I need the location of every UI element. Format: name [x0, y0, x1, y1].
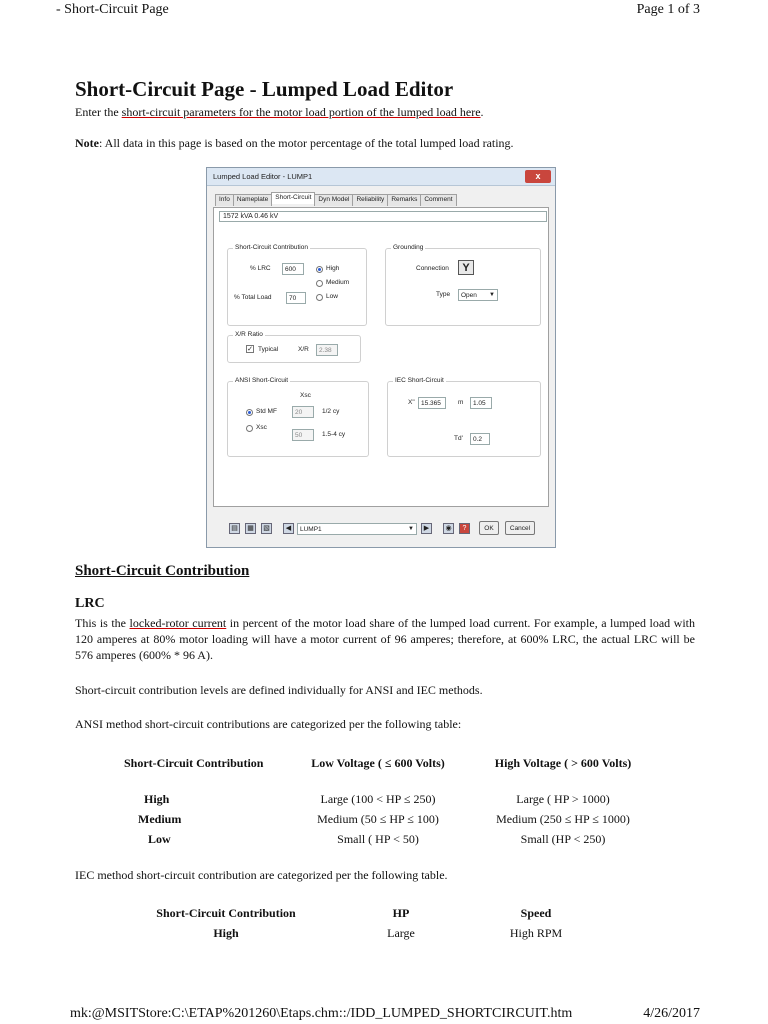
element-select-value: LUMP1 — [300, 526, 322, 533]
ansi-label: ANSI Short-Circuit — [235, 377, 289, 384]
window-title: Lumped Load Editor - LUMP1 — [213, 172, 313, 181]
intro-pre: Enter the — [75, 105, 122, 119]
section-title: Short-Circuit Contribution — [75, 563, 250, 579]
std-mf-radio[interactable] — [246, 409, 253, 416]
std-mf-label: Std MF — [256, 408, 277, 415]
high-radio[interactable] — [316, 266, 323, 273]
window-titlebar — [207, 168, 555, 186]
cancel-button[interactable]: Cancel — [505, 521, 535, 535]
table-row — [118, 792, 658, 812]
page-title: Short-Circuit Page - Lumped Load Editor — [75, 77, 454, 101]
table-cell: Large (100 < HP ≤ 250) — [320, 792, 436, 806]
sc-contribution-group — [227, 244, 367, 326]
element-select[interactable] — [297, 523, 417, 535]
high-label: High — [326, 265, 340, 272]
connection-label: Connection — [416, 265, 449, 272]
xsc-header: Xsc — [300, 392, 311, 399]
intro-paragraph — [75, 104, 695, 120]
ansi-header-high-voltage: High Voltage ( > 600 Volts) — [494, 756, 632, 770]
low-label: Low — [326, 293, 338, 300]
table-row — [118, 832, 658, 852]
lrc-pre: This is the — [75, 616, 130, 630]
table-cell: Medium — [138, 812, 182, 826]
iec-header-speed: Speed — [520, 906, 552, 920]
total-load-label: % Total Load — [234, 294, 272, 301]
tab-reliability[interactable]: Reliability — [352, 194, 388, 206]
ansi-table — [118, 756, 658, 852]
page-number: Page 1 of 3 — [636, 2, 700, 17]
intro-post: . — [480, 105, 484, 119]
tab-dyn-model[interactable]: Dyn Model — [314, 194, 353, 206]
table-row — [118, 812, 658, 832]
chevron-down-icon: ▼ — [489, 292, 495, 298]
grounding-group — [385, 244, 541, 326]
lrc-link[interactable]: locked-rotor current — [129, 616, 227, 630]
tab-info[interactable]: Info — [215, 194, 234, 206]
iec-header-contribution: Short-Circuit Contribution — [156, 906, 296, 920]
x-double-prime-input[interactable]: 15.365 — [418, 397, 446, 409]
total-load-input[interactable]: 70 — [286, 292, 306, 304]
ok-button[interactable]: OK — [479, 521, 499, 535]
table-cell: High — [213, 926, 239, 940]
xr-ratio-label: X/R Ratio — [235, 331, 263, 338]
low-radio[interactable] — [316, 294, 323, 301]
table-cell: Large ( HP > 1000) — [516, 792, 610, 806]
copy-icon[interactable]: ▧ — [261, 523, 272, 534]
m-label: m — [458, 399, 464, 406]
m-input[interactable]: 1.05 — [470, 397, 492, 409]
ansi-header-low-voltage: Low Voltage ( ≤ 600 Volts) — [311, 756, 445, 770]
tab-nameplate[interactable]: Nameplate — [233, 194, 272, 206]
table-cell: Large — [387, 926, 415, 940]
sc-contribution-label: Short-Circuit Contribution — [235, 244, 308, 251]
lrc-paragraph — [75, 615, 695, 663]
grounding-type-value: Open — [461, 292, 477, 299]
tab-short-circuit[interactable]: Short-Circuit — [271, 192, 315, 204]
chevron-left-icon[interactable]: ◀ — [283, 523, 294, 534]
table-cell: Small ( HP < 50) — [337, 832, 419, 846]
xr-input[interactable]: 2.38 — [316, 344, 338, 356]
iec-table — [136, 906, 586, 946]
medium-radio[interactable] — [316, 280, 323, 287]
table-cell: High RPM — [509, 926, 563, 940]
table-row — [136, 906, 586, 926]
x-double-prime-label: X" — [408, 399, 415, 406]
medium-label: Medium — [326, 279, 350, 286]
xsc-radio[interactable] — [246, 425, 253, 432]
chevron-down-icon: ▼ — [408, 526, 414, 532]
footer-date: 4/26/2017 — [643, 1006, 700, 1021]
chevron-right-icon[interactable]: ▶ — [421, 523, 432, 534]
xsc-label: Xsc — [256, 424, 267, 431]
intro-link[interactable]: short-circuit parameters for the motor load portion of the lumped load here — [121, 105, 481, 119]
half-cycle-label: 1/2 cy — [322, 408, 340, 415]
rating-field: 1572 kVA 0.46 kV — [219, 211, 547, 222]
header-left: - Short-Circuit Page — [56, 2, 169, 17]
close-button[interactable]: x — [525, 170, 551, 183]
iec-label: IEC Short-Circuit — [395, 377, 444, 384]
footer-url: mk:@MSITStore:C:\ETAP%201260\Etaps.chm::/IDD_LUMPED_SHORTCIRCUIT.htm — [70, 1006, 573, 1021]
tab-bar — [215, 194, 456, 206]
tab-comment[interactable]: Comment — [420, 194, 456, 206]
type-label: Type — [436, 291, 451, 298]
print-icon[interactable]: ▦ — [245, 523, 256, 534]
xr-label: X/R — [298, 346, 309, 353]
lrc-label: % LRC — [250, 265, 271, 272]
help-icon[interactable]: ? — [459, 523, 470, 534]
typical-label: Typical — [258, 346, 279, 353]
td-input[interactable]: 0.2 — [470, 433, 490, 445]
typical-checkbox[interactable]: ✓ — [247, 346, 253, 353]
cycles-label: 1.5-4 cy — [322, 431, 346, 438]
td-label: Td' — [454, 435, 463, 442]
ansi-paragraph: ANSI method short-circuit contributions are categorized per the following table: — [75, 717, 462, 731]
lrc-post: in percent of the motor load share of the lumped load current. For example, a lumped load with 120 amperes at 80% motor loading will have a motor current of 96 amperes; therefore, at 600% LRC, the actual LRC will be 576 amperes (600% * 96 A). — [75, 616, 695, 662]
tab-remarks[interactable]: Remarks — [387, 194, 421, 206]
help-book-icon[interactable]: ▤ — [229, 523, 240, 534]
wye-connection-icon[interactable]: Y — [458, 260, 474, 275]
table-cell: Medium (250 ≤ HP ≤ 1000) — [496, 812, 630, 826]
lumped-load-editor-window — [206, 167, 556, 548]
table-cell: Medium (50 ≤ HP ≤ 100) — [317, 812, 439, 826]
xsc-half-cycle-input[interactable]: 20 — [292, 406, 314, 418]
note-paragraph — [75, 135, 695, 151]
grounding-label: Grounding — [393, 244, 424, 251]
table-row — [118, 756, 658, 792]
xsc-cycles-input[interactable]: 50 — [292, 429, 314, 441]
ansi-group — [227, 377, 369, 457]
table-cell: Low — [148, 832, 171, 846]
note-label: Note — [75, 136, 99, 150]
ansi-header-contribution: Short-Circuit Contribution — [124, 756, 264, 770]
levels-paragraph: Short-circuit contribution levels are defined individually for ANSI and IEC methods. — [75, 683, 483, 697]
grounding-type-select[interactable] — [458, 289, 498, 301]
iec-header-hp: HP — [392, 906, 410, 920]
iec-paragraph: IEC method short-circuit contribution are categorized per the following table. — [75, 868, 448, 882]
iec-group — [387, 377, 541, 457]
note-text: : All data in this page is based on the motor percentage of the total lumped load rating. — [99, 136, 514, 150]
table-row — [136, 926, 586, 946]
lrc-heading: LRC — [75, 596, 105, 611]
table-cell: High — [144, 792, 170, 806]
lrc-input[interactable]: 600 — [282, 263, 304, 275]
xr-ratio-group — [227, 331, 361, 363]
table-cell: Small (HP < 250) — [520, 832, 606, 846]
binoculars-icon[interactable]: ◉ — [443, 523, 454, 534]
